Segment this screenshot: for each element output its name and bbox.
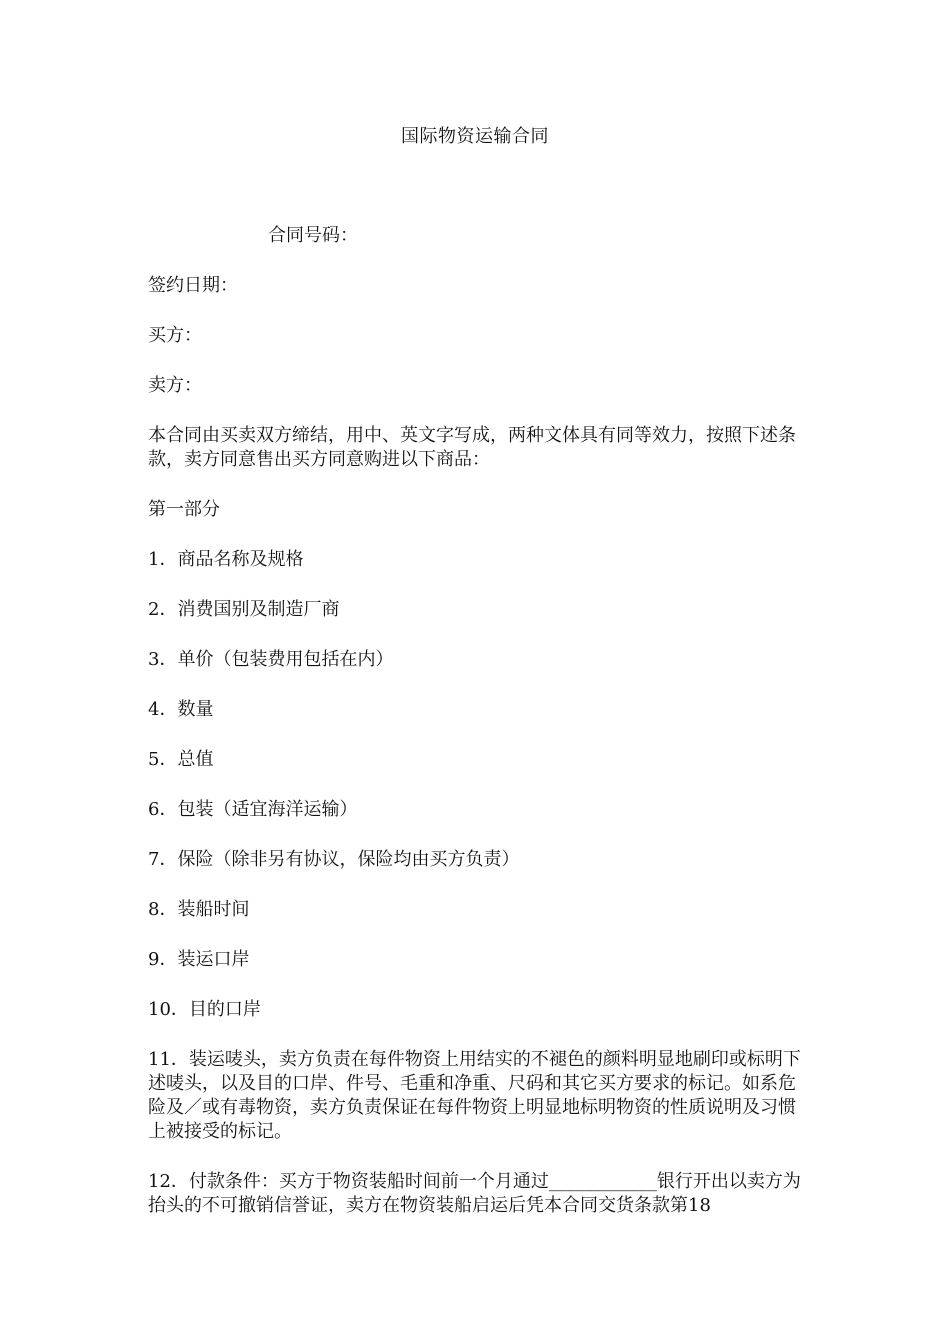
intro-paragraph: 本合同由买卖双方缔结，用中、英文字写成，两种文体具有同等效力，按照下述条款，卖方同意售出买方同意购进以下商品： [148,425,796,470]
clause-1: 1．商品名称及规格 [148,549,304,570]
clause-5: 5．总值 [148,749,214,770]
clause-7: 7．保险（除非另有协议，保险均由买方负责） [148,849,520,870]
clause-2: 2．消费国别及制造厂商 [148,599,340,620]
contract-number-line: 合同号码： [268,225,358,246]
document-body [148,224,803,1244]
clause-11: 11．装运唛头，卖方负责在每件物资上用结实的不褪色的颜料明显地刷印或标明下述唛头，以及目的口岸、件号、毛重和净重、尺码和其它买方要求的标记。如系危险及／或有毒物资，卖方负责保证在每件物资上明显地标明物资的性质说明及习惯上被接受的标记。 [148,1049,801,1142]
clause-6: 6．包装（适宜海洋运输） [148,799,358,820]
part-one-heading: 第一部分 [148,499,220,520]
signing-date-line: 签约日期： [148,275,238,296]
clause-3: 3．单价（包装费用包括在内） [148,649,394,670]
clause-10: 10．目的口岸 [148,999,261,1020]
clause-4: 4．数量 [148,699,214,720]
clause-9: 9．装运口岸 [148,949,250,970]
buyer-line: 买方： [148,325,202,346]
document-title: 国际物资运输合同 [401,126,549,147]
clause-12: 12．付款条件：买方于物资装船时间前一个月通过____________银行开出以卖方为抬头的不可撤销信誉证，卖方在物资装船启运后凭本合同交货条款第18 [148,1171,801,1216]
clause-8: 8．装船时间 [148,899,250,920]
seller-line: 卖方： [148,375,202,396]
